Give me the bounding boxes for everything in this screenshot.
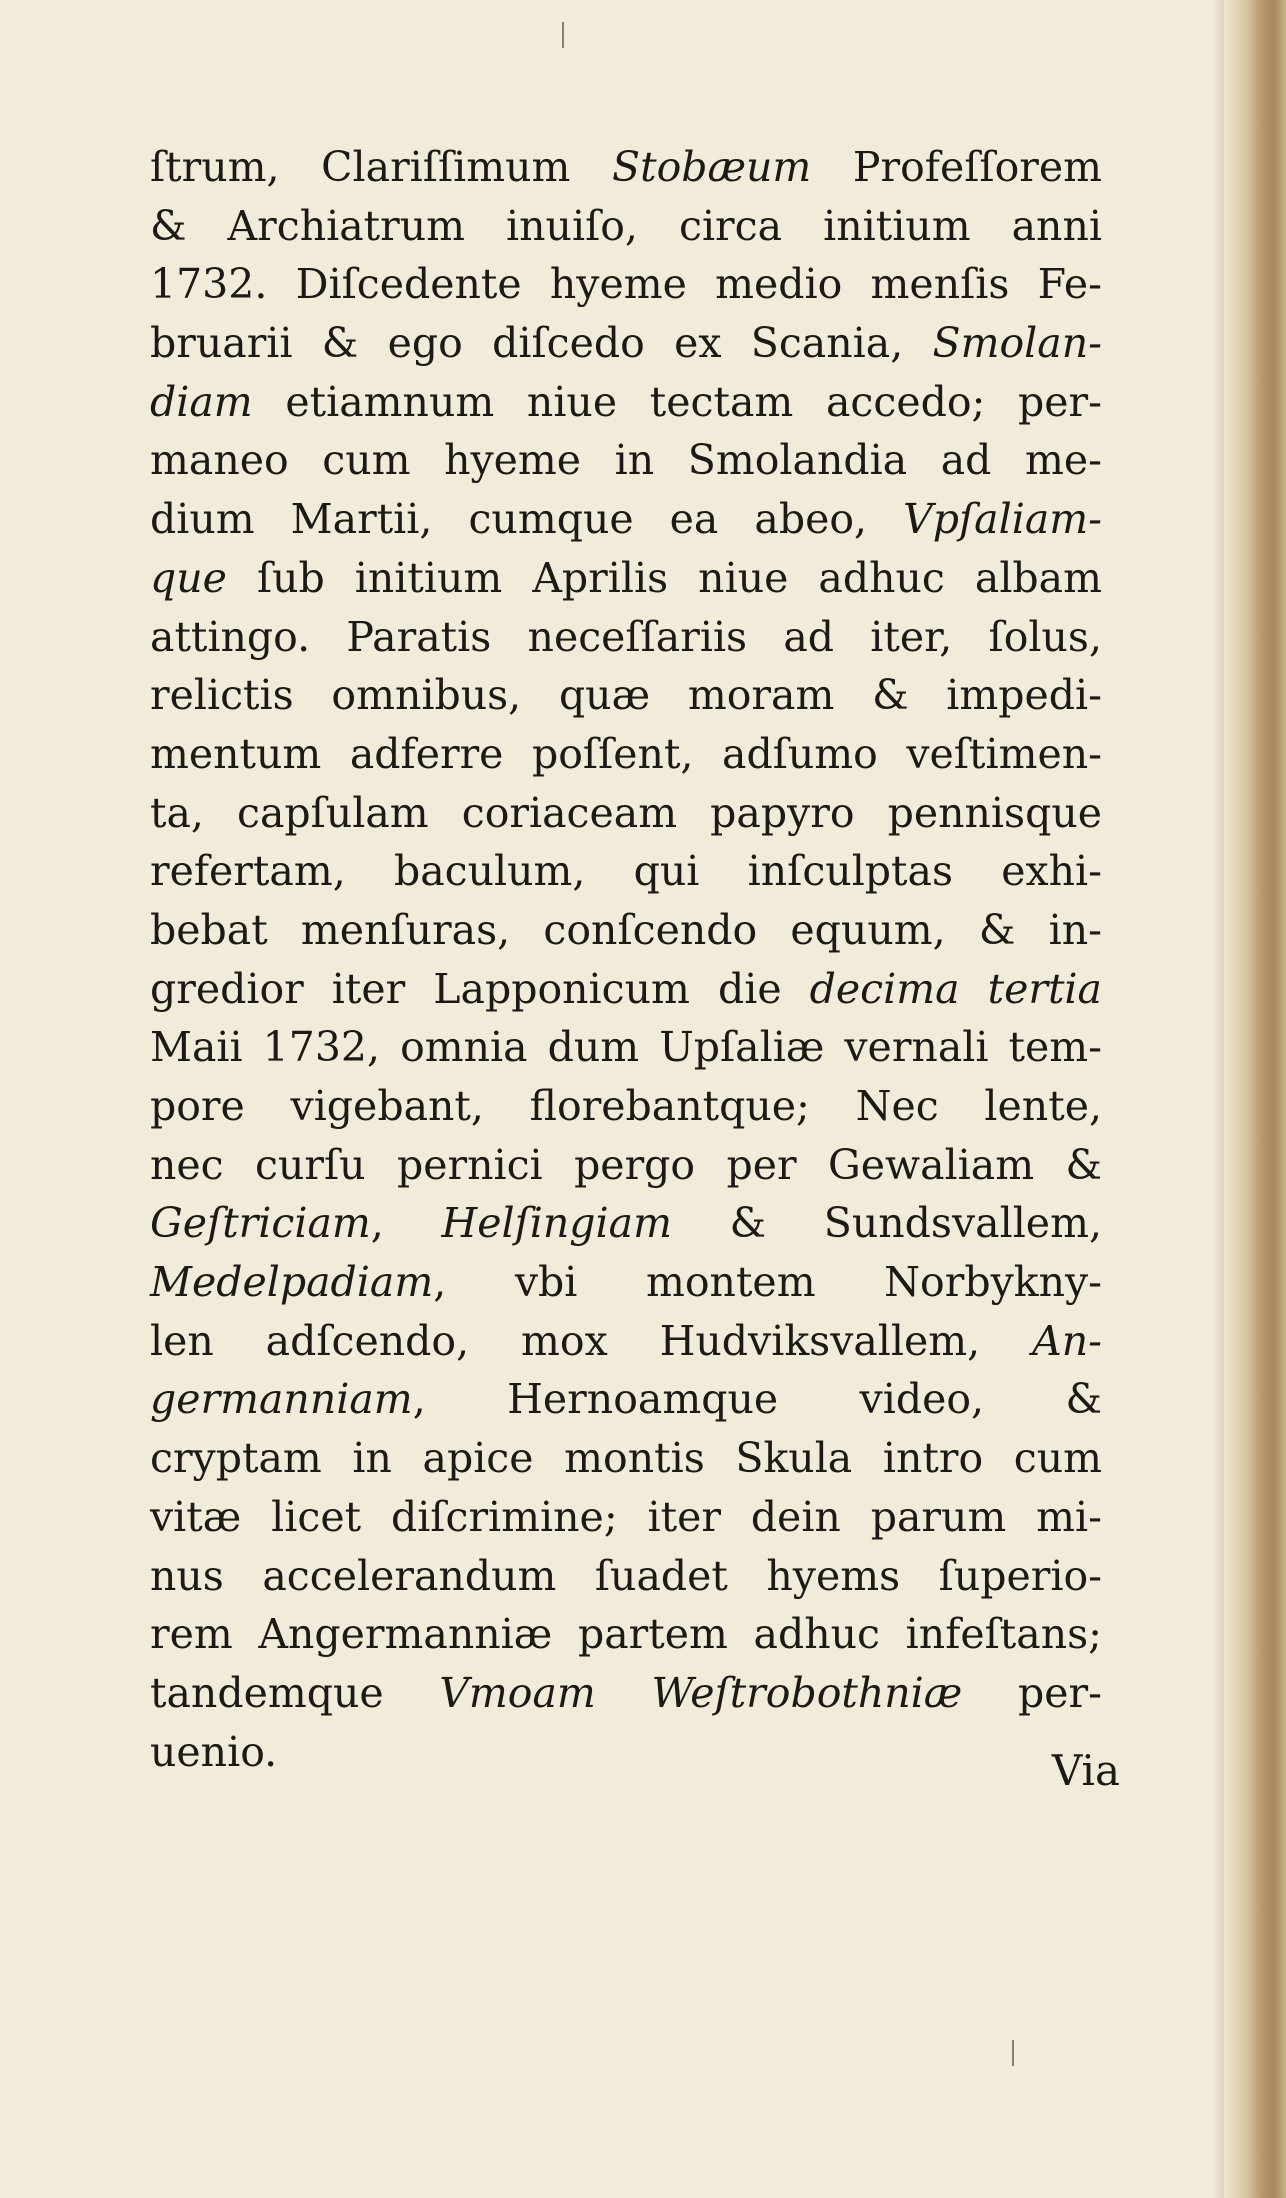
text-line <box>150 725 1102 784</box>
text-line <box>150 1664 1102 1723</box>
text-segment: maneo cum hyeme in Smolandia ad me- <box>150 436 1102 485</box>
text-line <box>150 1312 1102 1371</box>
text-segment: bebat menſuras, conſcendo equum, & in- <box>150 905 1102 954</box>
body-text <box>150 138 1102 1781</box>
text-line <box>150 490 1102 549</box>
text-segment: mentum adferre poſſent, adſumo veſtimen- <box>150 729 1102 778</box>
italic-phrase: Vmoam <box>439 1668 596 1717</box>
text-line <box>150 1136 1102 1195</box>
text-segment: cryptam in apice montis Skula intro cum <box>150 1434 1102 1483</box>
italic-phrase: germanniam <box>150 1375 413 1424</box>
text-line <box>150 1723 1102 1782</box>
catchword: Via <box>1051 1746 1120 1795</box>
italic-phrase: Weſtrobothniæ <box>651 1668 963 1717</box>
text-segment: uenio. <box>150 1727 278 1776</box>
text-line <box>150 666 1102 725</box>
text-line <box>150 549 1102 608</box>
italic-phrase: Geſtriciam <box>150 1199 371 1248</box>
text-line <box>150 138 1102 197</box>
text-segment: nus accelerandum ſuadet hyems ſuperio- <box>150 1551 1102 1600</box>
text-line <box>150 1253 1102 1312</box>
text-segment: Maii 1732, omnia dum Upſaliæ vernali tem- <box>150 1023 1102 1072</box>
text-line <box>150 784 1102 843</box>
text-segment: etiamnum niue tectam accedo; per- <box>252 377 1102 426</box>
text-segment: attingo. Paratis neceſſariis ad iter, ſolus, <box>150 612 1102 661</box>
text-segment: ta, capſulam coriaceam papyro pennisque <box>150 788 1102 837</box>
text-segment: ſub initium Aprilis niue adhuc albam <box>226 553 1102 602</box>
text-segment: , Hernoamque video, & <box>412 1375 1102 1424</box>
text-segment: ſtrum, Clariſſimum <box>150 143 612 191</box>
text-segment: , vbi montem Norbykny- <box>433 1258 1102 1307</box>
text-line <box>150 960 1102 1019</box>
text-line <box>150 1018 1102 1077</box>
italic-phrase: Smolan- <box>932 319 1102 368</box>
text-segment: tandemque <box>150 1668 440 1717</box>
ink-speck <box>562 22 564 48</box>
text-segment: refertam, baculum, qui inſculptas exhi- <box>150 847 1102 896</box>
text-segment: vitæ licet diſcrimine; iter dein parum mi- <box>150 1492 1102 1541</box>
text-segment: dium Martii, cumque ea abeo, <box>150 495 904 544</box>
text-segment: bruarii & ego diſcedo ex Scania, <box>150 319 933 368</box>
text-line <box>150 1194 1102 1253</box>
text-line <box>150 314 1102 373</box>
text-segment: pore vigebant, florebantque; Nec lente, <box>150 1082 1102 1130</box>
text-line <box>150 1429 1102 1488</box>
text-segment: & Archiatrum inuiſo, circa initium anni <box>150 201 1102 250</box>
text-segment: , <box>370 1199 442 1248</box>
text-segment: relictis omnibus, quæ moram & impedi- <box>150 671 1102 720</box>
text-line <box>150 1370 1102 1429</box>
italic-phrase: diam <box>150 377 253 426</box>
text-segment: per- <box>962 1668 1102 1717</box>
text-line <box>150 1077 1102 1136</box>
italic-phrase: Vpſaliam- <box>903 495 1102 544</box>
text-line <box>150 1488 1102 1547</box>
text-segment: nec curſu pernici pergo per Gewaliam & <box>150 1140 1102 1189</box>
text-line <box>150 373 1102 432</box>
text-line <box>150 431 1102 490</box>
italic-phrase: Medelpadiam <box>150 1258 434 1307</box>
text-segment: & Sundsvallem, <box>671 1199 1102 1248</box>
ink-speck <box>1012 2040 1014 2066</box>
text-segment: Profeſſorem <box>811 143 1102 191</box>
italic-phrase: Helſingiam <box>441 1199 672 1248</box>
text-line <box>150 608 1102 667</box>
italic-phrase: decima tertia <box>809 964 1102 1013</box>
text-line <box>150 255 1102 314</box>
italic-phrase: An- <box>1032 1316 1102 1365</box>
text-segment: 1732. Diſcedente hyeme medio menſis Fe- <box>150 260 1102 309</box>
text-segment: len adſcendo, mox Hudviksvallem, <box>150 1316 1033 1365</box>
text-segment: gredior iter Lapponicum die <box>150 964 810 1013</box>
text-line <box>150 1547 1102 1606</box>
page-edge <box>1224 0 1286 2198</box>
text-line <box>150 842 1102 901</box>
italic-phrase: que <box>150 553 227 602</box>
text-line <box>150 197 1102 256</box>
text-segment: rem Angermanniæ partem adhuc infeſtans; <box>150 1610 1102 1659</box>
text-segment <box>596 1669 652 1717</box>
text-line <box>150 1605 1102 1664</box>
text-line <box>150 901 1102 960</box>
italic-phrase: Stobæum <box>612 143 812 191</box>
